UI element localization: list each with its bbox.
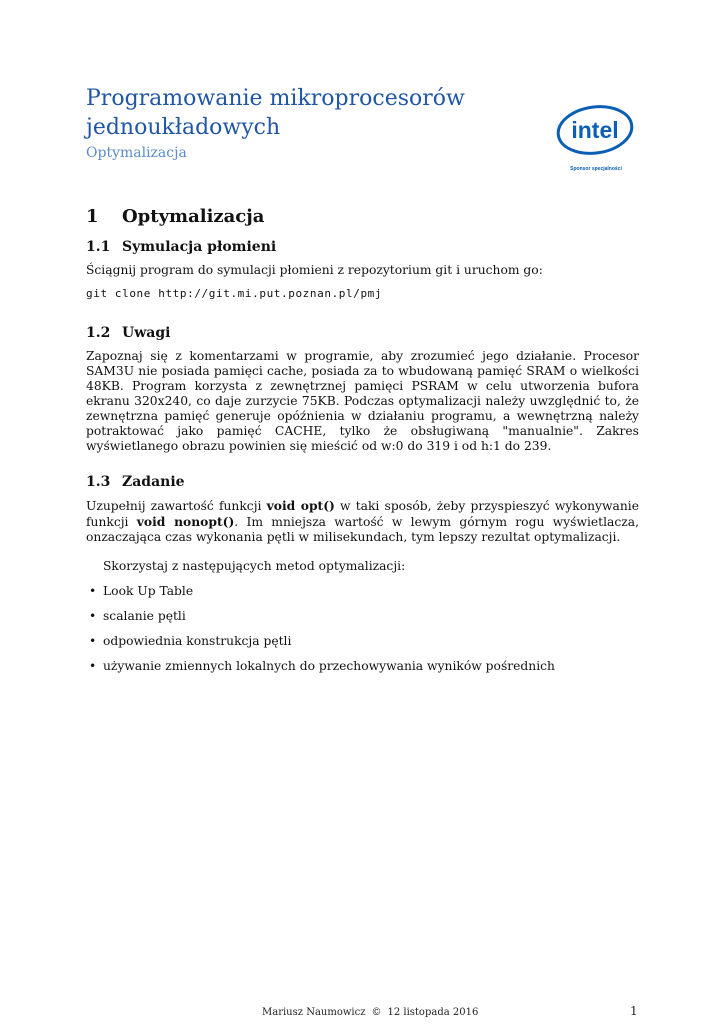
section-title: Optymalizacja [122, 206, 265, 227]
task-paragraph [86, 498, 639, 545]
task-text: . Im mniejsza wartość w lewym górnym rogu wyświetlacza, onzaczająca czas wykonania pętli w milisekundach, tym lepszy rezultat optymalizacji. [86, 515, 639, 544]
subsection-number: 1.3 [86, 474, 111, 490]
list-item-label: używanie zmiennych lokalnych do przechowywania wyników pośrednich [103, 659, 555, 673]
section-1-3 [86, 474, 639, 674]
document-title: Programowanie mikroprocesorów jednoukładowych [86, 86, 465, 140]
section-1-2 [86, 325, 639, 454]
footer-date: 12 listopada 2016 [387, 1007, 479, 1018]
bullet-icon: • [89, 584, 97, 598]
intel-logo [554, 102, 636, 176]
main-content [86, 206, 639, 684]
section-number: 1 [86, 206, 99, 227]
section-heading-1 [86, 206, 639, 227]
paragraph: Ściągnij program do symulacji płomieni z repozytorium git i uruchom go: [86, 263, 543, 277]
subsection-title: Symulacja płomieni [122, 239, 277, 255]
bullet-icon: • [89, 609, 97, 623]
page-number: 1 [630, 1004, 638, 1018]
subsection-heading-1-3 [86, 474, 639, 490]
sponsor-text: Sponsor specjalności [570, 166, 622, 172]
function-name-opt: void opt() [266, 498, 335, 513]
list-item [86, 609, 639, 624]
code-command: git clone http://git.mi.put.poznan.pl/pmj [86, 287, 383, 300]
list-item [86, 659, 639, 674]
bullet-icon: • [89, 634, 97, 648]
subsection-title: Zadanie [122, 474, 185, 490]
list-item [86, 634, 639, 649]
subsection-heading-1-1 [86, 239, 639, 255]
subsection-number: 1.2 [86, 325, 111, 341]
task-text: w taki sposób, żeby przyspieszyć wykonywanie funkcji [86, 499, 639, 529]
methods-intro: Skorzystaj z następujących metod optymalizacji: [103, 559, 406, 573]
list-item-label: odpowiednia konstrukcja pętli [103, 634, 292, 648]
subsection-number: 1.1 [86, 239, 111, 255]
intel-logo-text: intel [571, 117, 619, 143]
function-name-nonopt: void nonopt() [136, 514, 235, 529]
list-item [86, 584, 639, 599]
footer-info [262, 1007, 478, 1018]
subsection-heading-1-2 [86, 325, 639, 341]
paragraph: Zapoznaj się z komentarzami w programie, aby zrozumieć jego działanie. Procesor SAM3U nie posiada pamięci cache, posiada za to wbudowaną pamięć SRAM o wielkości 48KB. Program korzysta z zewnętrznej pamięci PSRAM w celu utworzenia bufora ekranu 320x240, co daje zurzycie 75KB. Podczas optymalizacji należy uwzględnić to, że zewnętrzna pamięć generuje opóźnienia w działaniu programu, a wewnętrzną należy potraktować jako pamięć CACHE, tylko że obsługiwaną "manualnie". Zakres wyświetlanego obrazu powinien się mieścić od w:0 do 319 i od h:1 do 239. [86, 349, 639, 453]
methods-list [86, 584, 639, 674]
footer-author: Mariusz Naumowicz [262, 1007, 366, 1018]
bullet-icon: • [89, 659, 97, 673]
task-text: Uzupełnij zawartość funkcji [86, 499, 267, 513]
copyright-icon: © [371, 1007, 382, 1018]
list-item-label: Look Up Table [103, 584, 194, 598]
document-subtitle: Optymalizacja [86, 145, 187, 161]
list-item-label: scalanie pętli [103, 609, 186, 623]
subsection-title: Uwagi [122, 325, 171, 341]
